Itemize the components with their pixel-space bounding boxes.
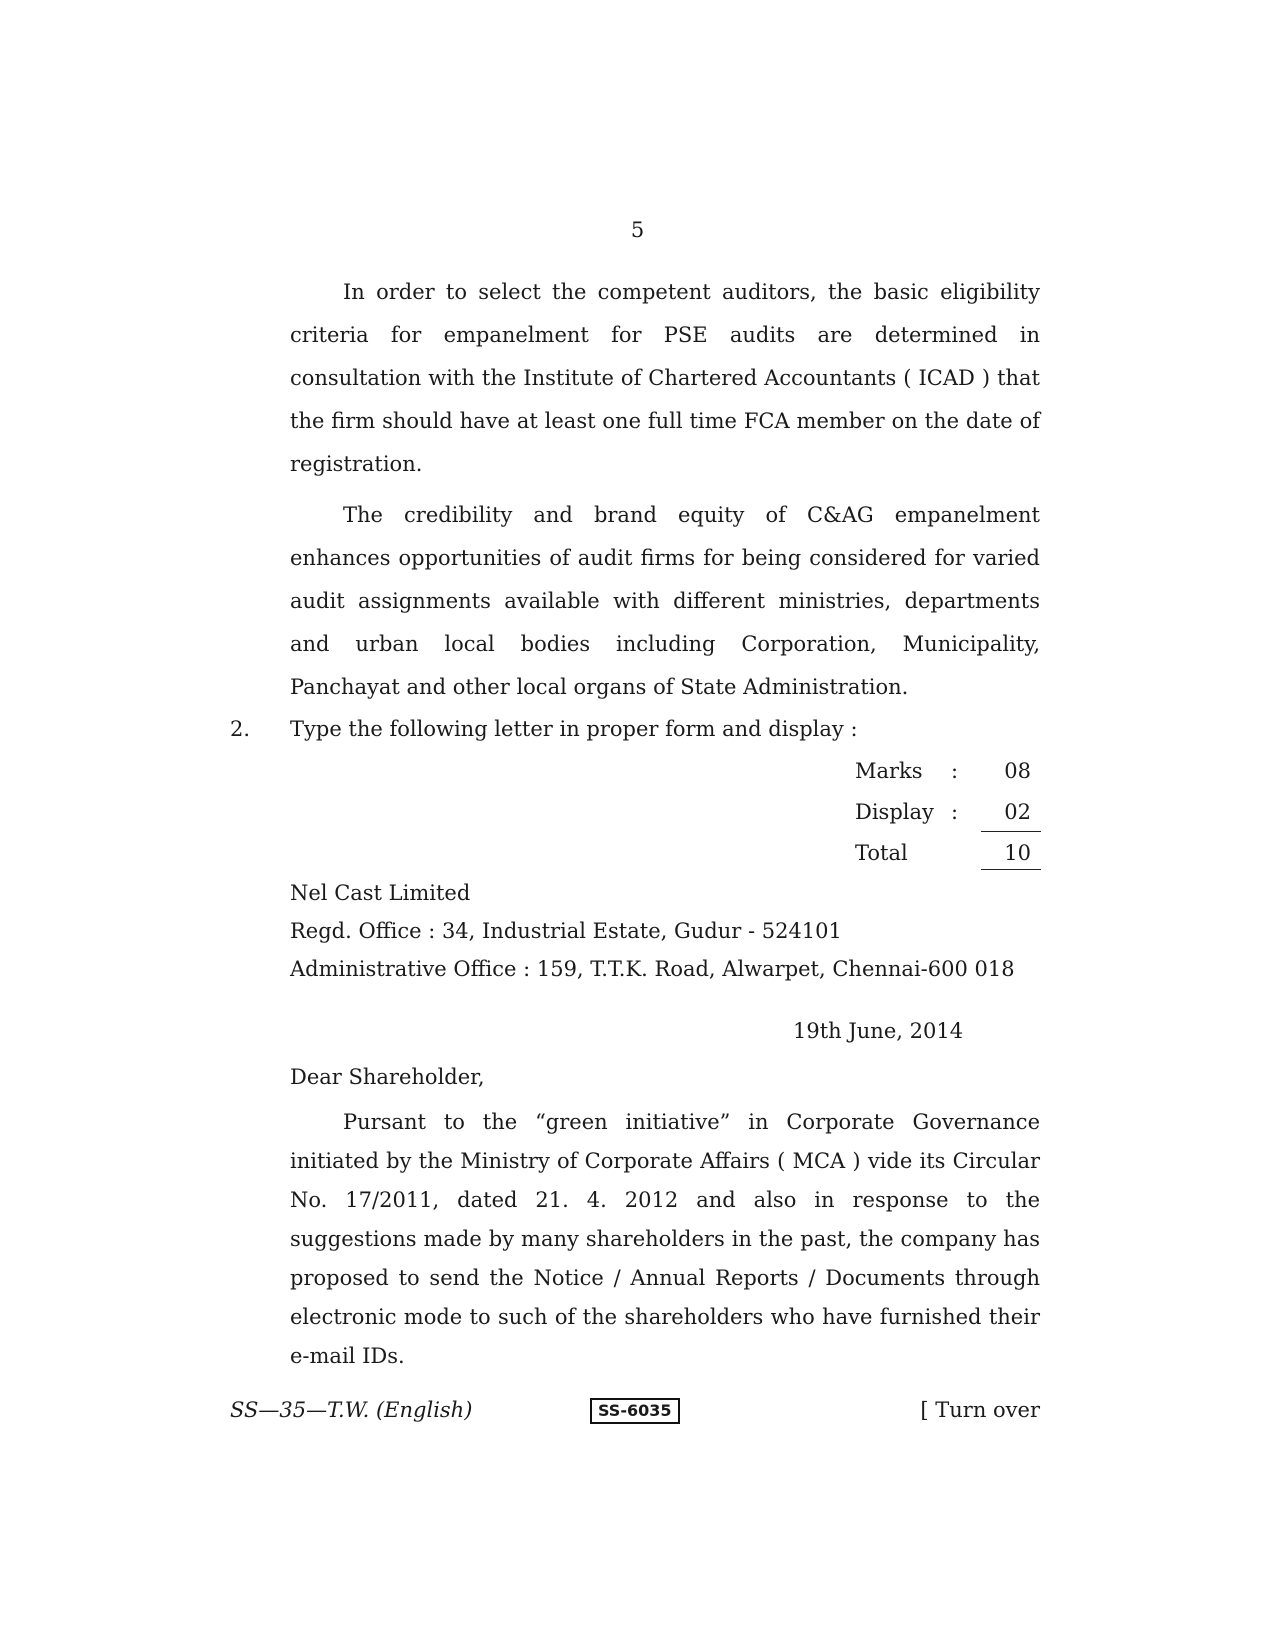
footer-turn-over: [ Turn over — [920, 1398, 1040, 1422]
paragraph-eligibility: In order to select the competent auditors, the basic eligibility criteria for empanelment for PSE audits are determined in consultation with the Institute of Chartered Accountants ( ICAD ) that the firm should have at least one full time FCA member on the date of registration. — [290, 280, 1040, 476]
letter-address — [290, 874, 1015, 988]
marks-label: Marks — [855, 759, 923, 783]
footer-paper-code: SS-6035 — [590, 1398, 680, 1424]
letter-body: Pursant to the “green initiative” in Corporate Governance initiated by the Ministry of Corporate Affairs ( MCA ) vide its Circular No. 17/2011, dated 21. 4. 2012 and also in response to the suggestions made by many shareholders in the past, the company has proposed to send the Notice / Annual Reports / Documents through electronic mode to such of the shareholders who have furnished their e-mail IDs. — [290, 1110, 1040, 1368]
footer-subject-code: SS—35—T.W. (English) — [230, 1398, 473, 1422]
question-text: Type the following letter in proper form and display : — [290, 717, 858, 741]
marks-value: 08 — [1004, 759, 1031, 783]
sum-rule-bottom — [981, 869, 1041, 870]
page-footer — [230, 1394, 1040, 1426]
total-value: 10 — [1004, 841, 1031, 865]
display-value: 02 — [1004, 800, 1031, 824]
total-label: Total — [855, 841, 908, 865]
display-label: Display — [855, 800, 934, 824]
marks-colon: : — [951, 759, 959, 783]
letter-date: 19th June, 2014 — [793, 1019, 964, 1043]
paragraph-credibility: The credibility and brand equity of C&AG empanelment enhances opportunities of audit firms for being considered for varied audit assignments available with different ministries, departments and urban local bodies including Corporation, Municipality, Panchayat and other local organs of State Administration. — [290, 503, 1040, 699]
sum-rule-top — [981, 831, 1041, 832]
company-name: Nel Cast Limited — [290, 881, 471, 905]
letter-salutation: Dear Shareholder, — [290, 1065, 485, 1089]
administrative-office: Administrative Office : 159, T.T.K. Road, Alwarpet, Chennai-600 018 — [290, 957, 1015, 981]
page-number: 5 — [630, 218, 645, 242]
registered-office: Regd. Office : 34, Industrial Estate, Gudur - 524101 — [290, 919, 842, 943]
display-colon: : — [951, 800, 959, 824]
question-number: 2. — [230, 717, 251, 741]
